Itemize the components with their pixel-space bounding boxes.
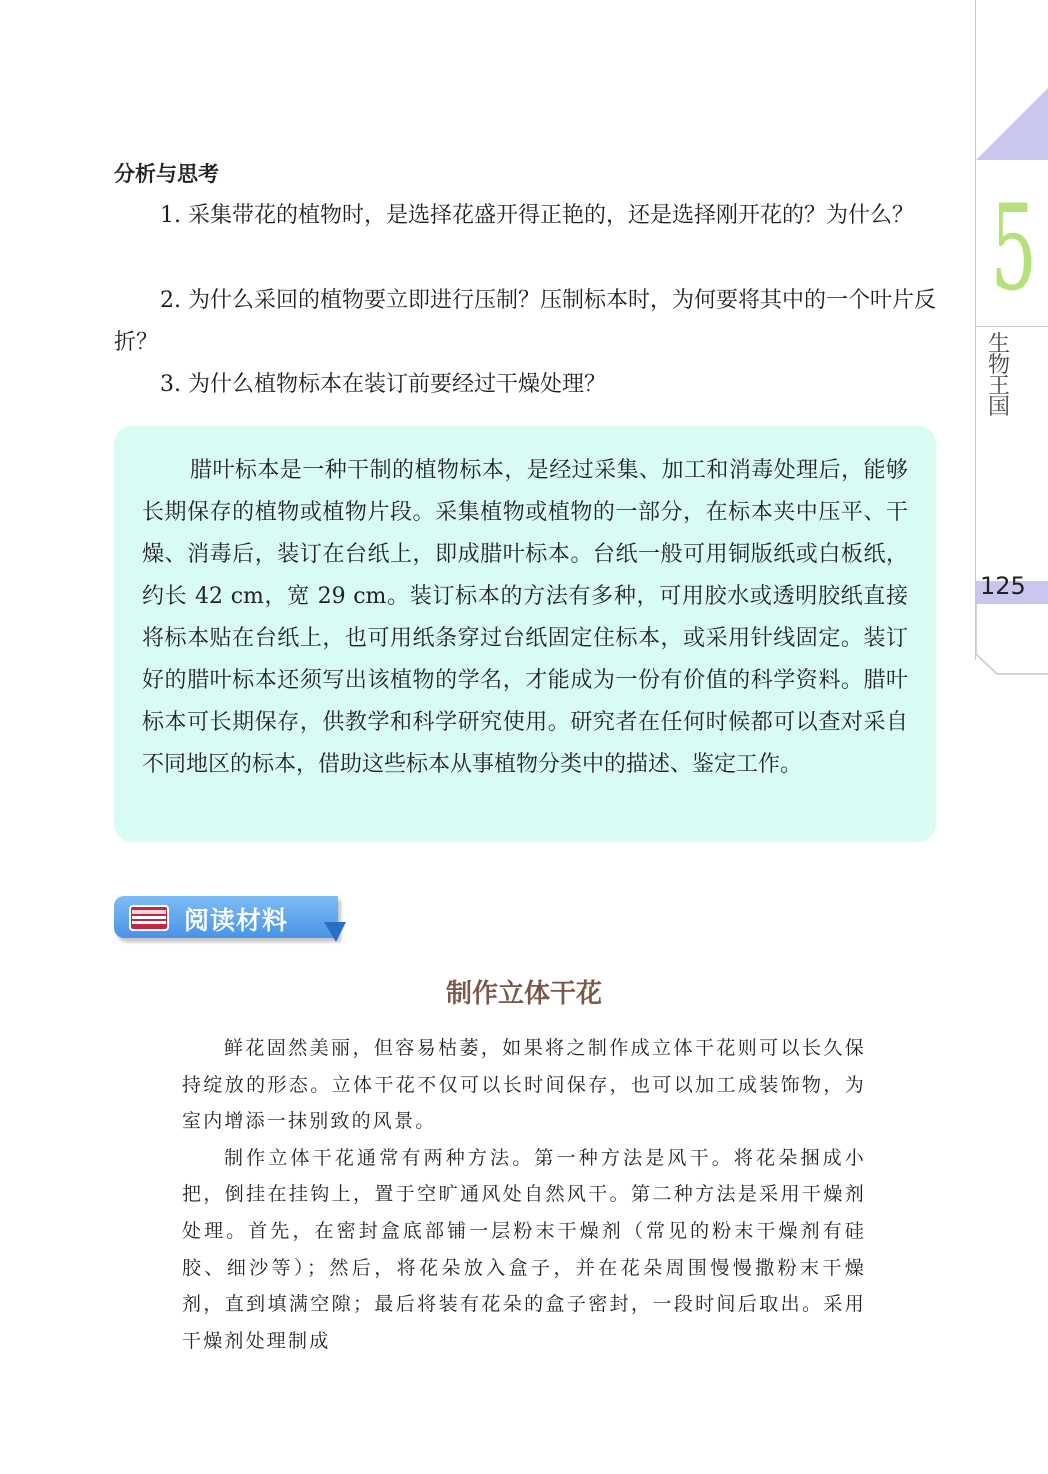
tab-bottom-corner (975, 604, 1048, 676)
tag-fold-corner (324, 922, 346, 942)
article-paragraph: 鲜花固然美丽，但容易枯萎，如果将之制作成立体干花则可以长久保持绽放的形态。立体干花不仅可以长时间保存，也可以加工成装饰物，为室内增添一抹别致的风景。 (182, 1037, 866, 1133)
info-text: 腊叶标本是一种干制的植物标本，是经过采集、加工和消毒处理后，能够长期保存的植物或植物片段。采集植物或植物的一部分，在标本夹中压平、干燥、消毒后，装订在台纸上，即成腊叶标本。台纸一般可用铜版纸或白板纸，约长 42 cm，宽 29 cm。装订标本的方法有多种，可用胶水或透明胶纸直接将标本贴在台纸上，也可用纸条穿过台纸固定住标本，或采用针线固定。装订好的腊叶标本还须写出该植物的学名，才能成为一份有价值的科学资料。腊叶标本可长期保存，供教学和科学研究使用。研究者在任何时候都可以查对采自不同地区的标本，借助这些标本从事植物分类中的描述、鉴定工作。 (142, 458, 908, 777)
reading-material-tag (114, 896, 344, 944)
chapter-corner-triangle (976, 88, 1048, 160)
question-2: 2. 为什么采回的植物要立即进行压制？压制标本时，为何要将其中的一个叶片反折？ (114, 288, 936, 355)
chapter-title-char: 物 (987, 353, 1010, 378)
article-body (182, 1030, 866, 1359)
chapter-number: 5 (990, 179, 1038, 317)
reading-tag-label: 阅读材料 (184, 906, 289, 935)
chapter-title (986, 334, 1012, 418)
chapter-title-char: 生 (987, 332, 1010, 357)
article-paragraph: 制作立体干花通常有两种方法。第一种方法是风干。将花朵捆成小把，倒挂在挂钩上，置于空旷通风处自然风干。第二种方法是采用干燥剂处理。首先，在密封盒底部铺一层粉末干燥剂（常见的粉末干燥剂有硅胶、细沙等）；然后，将花朵放入盒子，并在花朵周围慢慢撒粉末干燥剂，直到填满空隙；最后将装有花朵的盒子密封，一段时间后取出。采用干燥剂处理制成 (182, 1146, 866, 1352)
chapter-title-char: 王 (987, 374, 1010, 399)
book-icon (128, 904, 170, 932)
question-1: 1. 采集带花的植物时，是选择花盛开得正艳的，还是选择刚开花的？为什么？ (160, 203, 914, 228)
page-number: 125 (980, 572, 1026, 600)
section-title: 分析与思考 (114, 162, 219, 186)
info-box (114, 426, 936, 842)
article-title: 制作立体干花 (445, 979, 602, 1009)
chapter-title-char: 国 (987, 395, 1010, 420)
chapter-separator (976, 326, 1048, 327)
question-3: 3. 为什么植物标本在装订前要经过干燥处理？ (160, 372, 606, 397)
